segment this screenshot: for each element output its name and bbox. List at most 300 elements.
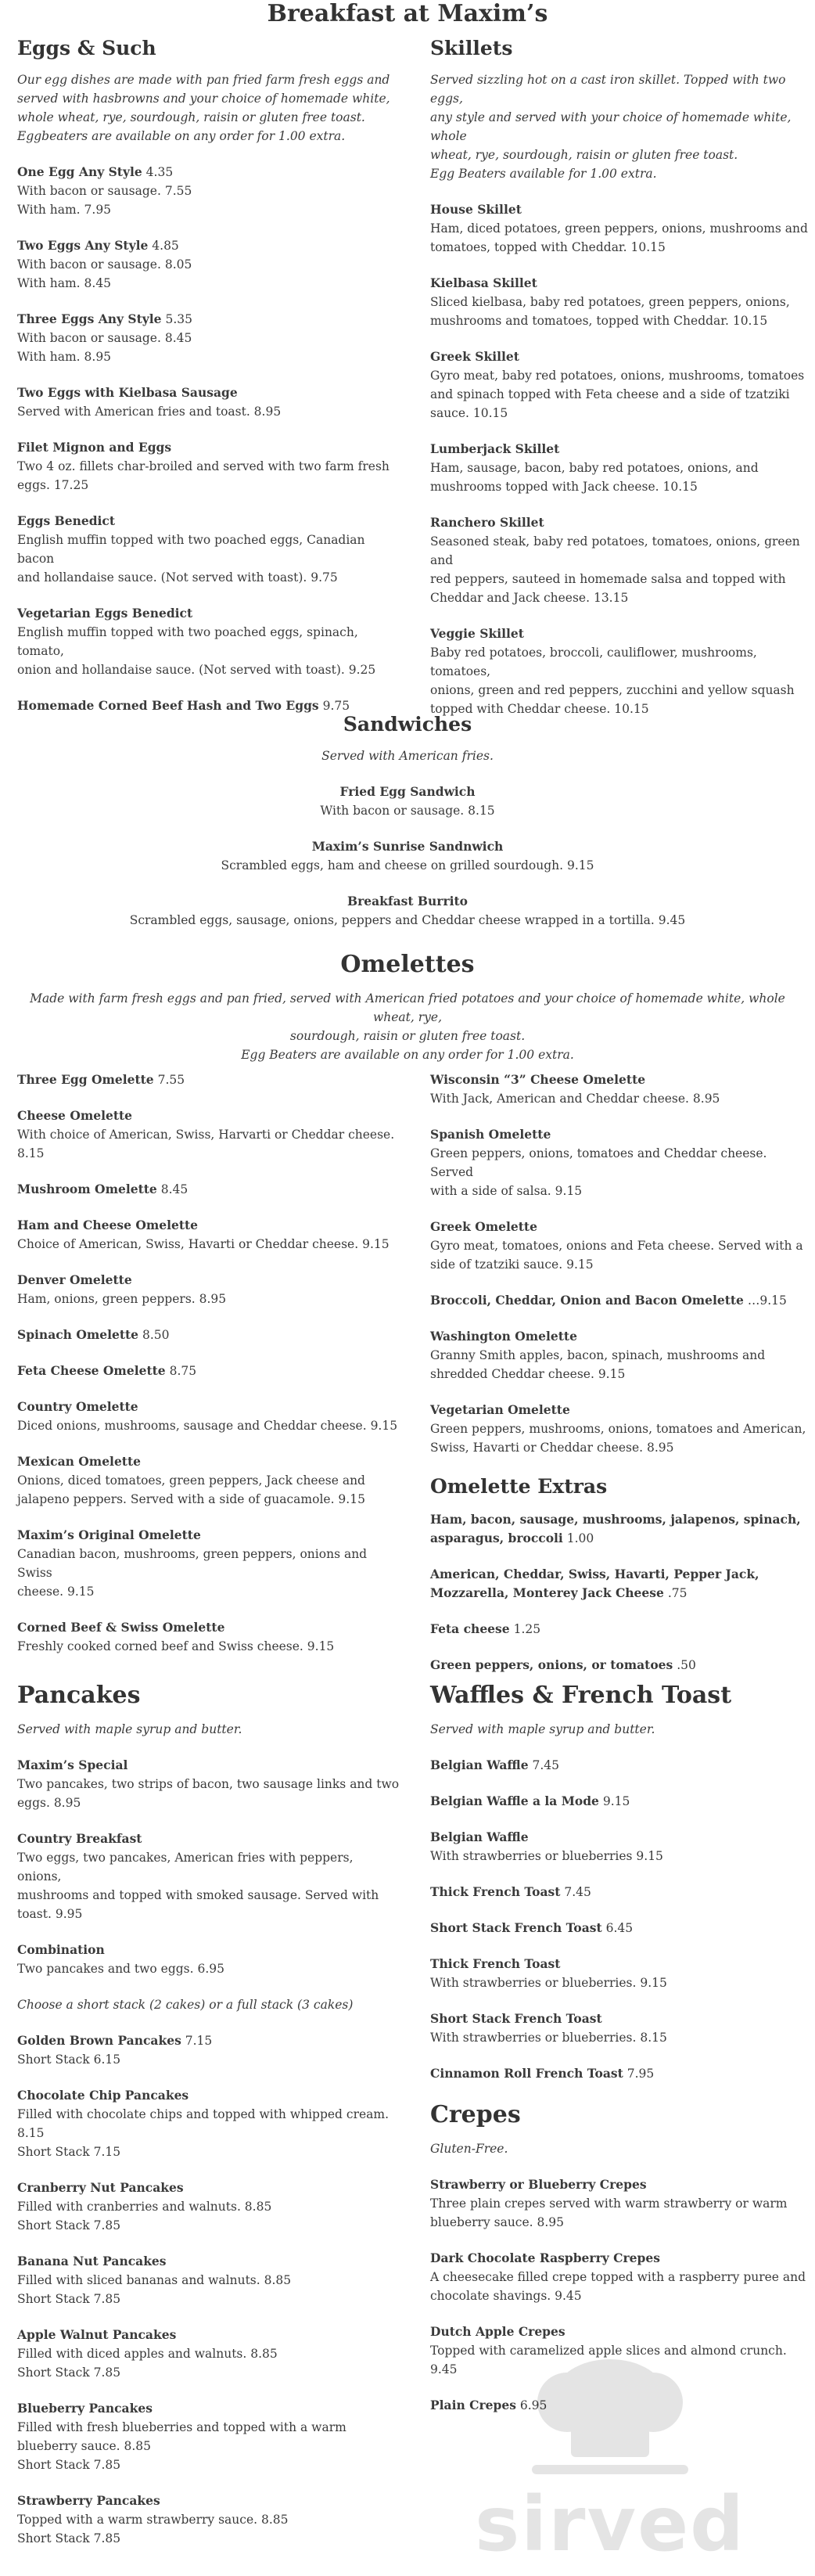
intro-line: wheat, rye, sourdough, raisin or gluten free toast. [430,148,738,162]
menu-item-name: Belgian Waffle [430,1758,529,1772]
menu-item-name: Maxim’s Special [17,1758,128,1772]
menu-item [17,1941,400,1978]
menu-item [17,2399,400,2474]
menu-item-description: side of tzatziki sauce. 9.15 [430,1257,594,1272]
omelette-extras-items [430,1510,813,1675]
menu-item-description: Two pancakes and two eggs. 6.95 [17,1962,224,1976]
waffles-intro: Served with maple syrup and butter. [430,1722,655,1736]
menu-item-name: Dark Chocolate Raspberry Crepes [430,2250,660,2265]
extra-item-price: .75 [667,1586,688,1600]
menu-item [17,438,400,495]
extra-item [430,1565,813,1603]
menu-item-name: Strawberry or Blueberry Crepes [430,2177,647,2192]
menu-item-description: Green peppers, mushrooms, onions, tomatoes and American, [430,1422,806,1436]
extra-item-name: Green peppers, onions, or tomatoes [430,1657,673,1672]
menu-item [430,624,813,718]
menu-item-header [17,1362,400,1380]
menu-item-description: jalapeno peppers. Served with a side of guacamole. 9.15 [17,1492,365,1506]
menu-item-header [17,2326,400,2344]
menu-item-description: With bacon or sausage. 8.05 [17,257,192,272]
menu-item [17,1829,400,1923]
omelette-extras-heading: Omelette Extras [430,1475,608,1498]
menu-item [430,1756,813,1775]
menu-item-description: mushrooms and topped with smoked sausage. Served with [17,1888,379,1902]
menu-item-header [17,1271,400,1290]
menu-item-header [17,1070,400,1089]
omelettes-right-items [430,1070,813,1457]
menu-item [17,1106,400,1163]
menu-item-name: Cinnamon Roll French Toast [430,2066,623,2081]
menu-item-header [430,1756,813,1775]
menu-item-description: chocolate shavings. 9.45 [430,2289,582,2303]
menu-item-description: Ham, onions, green peppers. 8.95 [17,1292,227,1306]
menu-item [17,1326,400,1344]
menu-item-description: 8.15 [17,2126,45,2140]
intro-line: Egg Beaters available for 1.00 extra. [430,167,657,181]
menu-item-header [17,2399,400,2418]
menu-item [430,1218,813,1274]
omelettes-left-items [17,1070,400,1656]
menu-item-name: Spanish Omelette [430,1127,551,1142]
crepes-heading: Crepes [430,2101,521,2128]
omelettes-right [430,1070,813,1692]
pancakes-heading: Pancakes [17,1682,141,1709]
menu-item-name: Greek Skillet [430,349,519,364]
skillets-section [430,36,813,736]
menu-item-name: Broccoli, Cheddar, Onion and Bacon Omelette [430,1293,744,1308]
menu-item-description: Two eggs, two pancakes, American fries with peppers, onions, [17,1851,354,1883]
menu-item-description: With Jack, American and Cheddar cheese. 8.95 [430,1092,720,1106]
menu-item-description: Served with American fries and toast. 8.95 [17,405,282,419]
menu-item-description: Freshly cooked corned beef and Swiss cheese. 9.15 [17,1639,335,1653]
menu-item [17,1362,400,1380]
extra-item [430,1656,813,1675]
menu-item-name: Three Eggs Any Style [17,311,162,326]
menu-item-name: Corned Beef & Swiss Omelette [17,1620,225,1635]
menu-item-name: Plain Crepes [430,2398,516,2412]
menu-item [430,1828,813,1865]
menu-item-header [17,2031,400,2050]
intro-line: Our egg dishes are made with pan fried farm fresh eggs and [17,73,390,87]
menu-item-header [430,200,813,219]
menu-item-description: Scrambled eggs, sausage, onions, peppers and Cheddar cheese wrapped in a tortilla. 9.45 [129,913,686,927]
menu-item-name: Blueberry Pancakes [17,2401,153,2416]
menu-item [17,892,798,930]
menu-item-description: With choice of American, Swiss, Harvarti or Cheddar cheese. [17,1128,395,1142]
eggs-intro [17,70,400,146]
menu-item-header [17,1398,400,1416]
menu-item-description: Diced onions, mushrooms, sausage and Cheddar cheese. 9.15 [17,1419,398,1433]
menu-item-price: 7.55 [157,1073,185,1087]
menu-item-header [430,1327,813,1346]
menu-item-header [430,1792,813,1811]
menu-item-header [430,1070,813,1089]
menu-item [17,1398,400,1435]
menu-item-description: Filled with cranberries and walnuts. 8.85 [17,2200,272,2214]
menu-item-name: Mushroom Omelette [17,1182,157,1196]
menu-item [430,274,813,330]
menu-item-name: Dutch Apple Crepes [430,2324,565,2339]
menu-item-description: shredded Cheddar cheese. 9.15 [430,1367,626,1381]
menu-item-name: Thick French Toast [430,1956,561,1971]
menu-item-description: Canadian bacon, mushrooms, green peppers, onions and Swiss [17,1547,368,1580]
menu-item-description: Topped with caramelized apple slices and almond crunch. 9.45 [430,2344,787,2376]
menu-item-name: Belgian Waffle a la Mode [430,1793,599,1808]
menu-item-name: Mexican Omelette [17,1454,141,1469]
menu-item [17,1526,400,1601]
extra-item-line [430,1584,813,1603]
menu-item-header [17,2086,400,2105]
extra-item-price: .50 [677,1658,696,1672]
menu-item-description: With ham. 8.95 [17,350,112,364]
skillets-items [430,200,813,718]
menu-item-name: Vegetarian Eggs Benedict [17,606,193,621]
menu-item-header [430,2249,813,2268]
extra-item-line [430,1510,813,1529]
menu-item-description: English muffin topped with two poached eggs, spinach, tomato, [17,625,358,658]
menu-item-name: Banana Nut Pancakes [17,2254,167,2268]
watermark-logo [438,2340,782,2568]
waffles-items [430,1756,813,2083]
menu-item-header [430,624,813,643]
menu-item [17,1271,400,1308]
menu-item-description: Topped with a warm strawberry sauce. 8.85 [17,2513,289,2527]
extra-item-name: Mozzarella, Monterey Jack Cheese [430,1585,664,1600]
menu-item-name: Short Stack French Toast [430,2011,602,2026]
menu-item-name: Ranchero Skillet [430,515,544,530]
menu-item [430,1291,813,1310]
menu-item-price: 7.95 [627,2067,655,2081]
menu-item-header [430,440,813,459]
extra-item-name: Feta cheese [430,1621,510,1636]
menu-item-header [17,2252,400,2271]
menu-item-description: Short Stack 7.85 [17,2218,121,2232]
menu-item-description: With bacon or sausage. 7.55 [17,184,192,198]
menu-item-header [17,512,400,531]
menu-item-header [17,1216,400,1235]
sandwiches-section [17,712,798,947]
menu-item [17,2031,400,2069]
menu-item-name: Strawberry Pancakes [17,2493,160,2508]
menu-item-header [430,274,813,293]
menu-item-header [17,604,400,623]
menu-item [17,163,400,219]
menu-item-description: Sliced kielbasa, baby red potatoes, green peppers, onions, [430,295,790,309]
menu-item-description: Short Stack 6.15 [17,2053,121,2067]
extra-item-name: Ham, bacon, sausage, mushrooms, jalapenos, spinach, [430,1512,801,1527]
menu-item-header [430,1828,813,1847]
menu-item-header [17,236,400,255]
menu-item-description: tomatoes, topped with Cheddar. 10.15 [430,240,666,254]
stack-note: Choose a short stack (2 cakes) or a full stack (3 cakes) [17,1998,354,2012]
menu-item-header [430,1218,813,1236]
menu-item-header [17,1326,400,1344]
menu-item [17,1618,400,1656]
menu-item-header [430,2175,813,2194]
menu-item-price: 9.75 [322,699,350,713]
menu-item [430,1125,813,1200]
menu-item-description: Cheddar and Jack cheese. 13.15 [430,591,629,605]
menu-item [430,1401,813,1457]
omelettes-left [17,1070,400,1673]
menu-item-description: Short Stack 7.85 [17,2531,121,2545]
extra-item-line [430,1529,813,1548]
menu-item [17,236,400,293]
menu-item-name: Kielbasa Skillet [430,275,537,290]
menu-item-description: mushrooms topped with Jack cheese. 10.15 [430,480,698,494]
menu-item-description: and hollandaise sauce. (Not served with toast). 9.75 [17,570,338,585]
intro-line: sourdough, raisin or gluten free toast. [289,1029,526,1043]
menu-item-header [430,1955,813,1973]
intro-line: served with hasbrowns and your choice of homemade white, [17,92,390,106]
menu-item-name: Washington Omelette [430,1329,577,1344]
omelettes-intro [17,989,798,1064]
menu-item [17,1180,400,1199]
menu-item-header [430,2322,813,2341]
menu-item-price: 4.85 [152,239,179,253]
menu-item-description: and spinach topped with Feta cheese and a side of tzatziki [430,387,790,401]
menu-item-description: With strawberries or blueberries 9.15 [430,1849,663,1863]
menu-item-header [17,2178,400,2197]
menu-item-description: cheese. 9.15 [17,1585,95,1599]
menu-item [430,200,813,257]
watermark-text: sirved [475,2481,745,2568]
menu-item-description: Scrambled eggs, ham and cheese on grilled sourdough. 9.15 [221,858,594,872]
menu-item-header [17,1756,400,1775]
menu-item-description: Filled with sliced bananas and walnuts. 8.85 [17,2273,292,2287]
menu-item-header [430,1125,813,1144]
menu-item [430,2064,813,2083]
menu-item-name: Breakfast Burrito [347,894,468,908]
page-title: Breakfast at Maxim’s [267,0,548,27]
menu-item-name: Ham and Cheese Omelette [17,1218,199,1232]
menu-item-name: Lumberjack Skillet [430,441,560,456]
menu-item-description: red peppers, sauteed in homemade salsa and topped with [430,572,786,586]
pancakes-section [17,1681,400,2565]
intro-line: whole wheat, rye, sourdough, raisin or gluten free toast. [17,110,365,124]
menu-item-description: Short Stack 7.85 [17,2366,121,2380]
menu-item-description: Swiss, Havarti or Cheddar cheese. 8.95 [430,1441,674,1455]
menu-item-description: Two pancakes, two strips of bacon, two sausage links and two [17,1777,400,1791]
intro-line: Made with farm fresh eggs and pan fried, served with American fried potatoes and your choice of homemade white, whole wheat, rye, [30,991,785,1024]
menu-item [430,347,813,423]
menu-item-name: Spinach Omelette [17,1327,139,1342]
menu-item-description: Ham, sausage, bacon, baby red potatoes, onions, and [430,461,759,475]
menu-item-header [17,1941,400,1959]
menu-item-header [430,2009,813,2028]
menu-item-name: One Egg Any Style [17,164,142,179]
menu-item-description: English muffin topped with two poached eggs, Canadian bacon [17,533,365,566]
extra-item-line [430,1656,813,1675]
menu-item-price: 7.15 [185,2034,213,2048]
menu-item-description: Gyro meat, baby red potatoes, onions, mushrooms, tomatoes [430,369,805,383]
menu-item-price: 6.45 [605,1921,634,1935]
menu-item-description: Gyro meat, tomatoes, onions and Feta cheese. Served with a [430,1239,803,1253]
omelettes-header [17,950,798,1081]
menu-item-name: Golden Brown Pancakes [17,2033,181,2048]
menu-item-description: eggs. 8.95 [17,1796,81,1810]
intro-line: Egg Beaters are available on any order for 1.00 extra. [241,1048,574,1062]
menu-item-header [17,1618,400,1637]
menu-item-description: Choice of American, Swiss, Havarti or Cheddar cheese. 9.15 [17,1237,390,1251]
menu-item [17,837,798,875]
menu-item-description: With bacon or sausage. 8.45 [17,331,192,345]
menu-item-description: Short Stack 7.85 [17,2292,121,2306]
omelettes-heading: Omelettes [340,951,475,978]
menu-item [17,1756,400,1812]
menu-item-name: Thick French Toast [430,1884,561,1899]
menu-item-name: Maxim’s Sunrise Sandnwich [311,839,504,854]
menu-item-name: Combination [17,1942,105,1957]
eggs-section [17,36,400,732]
menu-item-header [430,1291,813,1310]
menu-item-description: With ham. 8.45 [17,276,112,290]
menu-item-description: With ham. 7.95 [17,203,112,217]
menu-item-name: Vegetarian Omelette [430,1402,570,1417]
menu-item [430,513,813,607]
menu-item-header [17,1180,400,1199]
menu-item [17,1070,400,1089]
menu-item [430,440,813,496]
menu-item [430,2249,813,2305]
menu-item-description: Onions, diced tomatoes, green peppers, Jack cheese and [17,1473,365,1488]
menu-item-description: blueberry sauce. 8.85 [17,2439,152,2453]
menu-item-name: Homemade Corned Beef Hash and Two Eggs [17,698,319,713]
menu-item-price: 7.45 [564,1885,591,1899]
menu-item-price: 4.35 [145,165,174,179]
menu-item [430,2175,813,2232]
pancakes-intro: Served with maple syrup and butter. [17,1722,242,1736]
intro-line: Served sizzling hot on a cast iron skillet. Topped with two eggs, [430,73,786,106]
menu-item-price: 9.15 [602,1794,630,1808]
menu-item [17,512,400,587]
menu-item-header [17,1526,400,1545]
menu-item-name: Country Breakfast [17,1831,142,1846]
menu-item-name: Cranberry Nut Pancakes [17,2180,184,2195]
menu-item-name: Three Egg Omelette [17,1072,154,1087]
extra-item-price: 1.25 [513,1622,541,1636]
menu-item-description: Three plain crepes served with warm strawberry or warm [430,2196,788,2211]
menu-item-header [430,513,813,532]
menu-item-description: Short Stack 7.15 [17,2145,121,2159]
crepes-intro: Gluten-Free. [430,2142,508,2156]
menu-item [17,1216,400,1254]
menu-item-header [430,2064,813,2083]
menu-item [430,1955,813,1992]
menu-item [430,1792,813,1811]
menu-item-header [430,347,813,366]
menu-item-name: House Skillet [430,202,522,217]
menu-item-name: Maxim’s Original Omelette [17,1527,201,1542]
menu-item-header [17,2491,400,2510]
menu-item-description: Seasoned steak, baby red potatoes, tomatoes, onions, green and [430,534,800,567]
menu-item-description: Green peppers, onions, tomatoes and Cheddar cheese. Served [430,1146,767,1179]
menu-item-header [17,383,400,402]
menu-item-description: Ham, diced potatoes, green peppers, onions, mushrooms and [430,221,808,236]
menu-item [17,1452,400,1509]
menu-item-name: Cheese Omelette [17,1108,133,1123]
menu-item-price: 8.45 [160,1182,188,1196]
menu-item-description: Granny Smith apples, bacon, spinach, mushrooms and [430,1348,766,1362]
intro-line: Eggbeaters are available on any order for 1.00 extra. [17,129,346,143]
menu-item-header [17,1106,400,1125]
menu-item-header [430,1919,813,1937]
menu-item-description: A cheesecake filled crepe topped with a raspberry puree and [430,2270,806,2284]
menu-item-price: 7.45 [532,1758,560,1772]
menu-item [17,2178,400,2235]
menu-item-description: sauce. 10.15 [430,406,508,420]
menu-item-name: Feta Cheese Omelette [17,1363,166,1378]
extra-item [430,1510,813,1548]
sandwiches-heading: Sandwiches [343,713,472,736]
eggs-heading: Eggs & Such [17,37,156,59]
chef-hat-icon [438,2340,782,2496]
extra-item-name: asparagus, broccoli [430,1531,563,1545]
menu-item [17,310,400,366]
menu-item [430,1883,813,1901]
menu-item-description: mushrooms and tomatoes, topped with Cheddar. 10.15 [430,314,768,328]
extra-item [430,1620,813,1639]
menu-item-description: onion and hollandaise sauce. (Not served with toast). 9.25 [17,663,376,677]
menu-item-description: Filled with fresh blueberries and topped with a warm [17,2420,346,2434]
menu-item-name: Eggs Benedict [17,513,116,528]
skillets-heading: Skillets [430,37,513,59]
menu-item-header [17,1829,400,1848]
intro-line: any style and served with your choice of homemade white, whole [430,110,792,143]
menu-item-description: With bacon or sausage. 8.15 [320,804,495,818]
eggs-items [17,163,400,715]
extra-item-line [430,1620,813,1639]
menu-item [17,2326,400,2382]
menu-item-description: Two 4 oz. fillets char-broiled and served with two farm fresh [17,459,390,473]
sandwiches-items [17,783,798,930]
menu-item-description: Baby red potatoes, broccoli, cauliflower, mushrooms, tomatoes, [430,646,757,678]
menu-item-header [17,310,400,329]
menu-item-description: eggs. 17.25 [17,478,89,492]
menu-item [17,2491,400,2548]
menu-item-description: topped with Cheddar cheese. 10.15 [430,702,649,716]
menu-item-name: Chocolate Chip Pancakes [17,2088,189,2103]
menu-item-description: 8.15 [17,1146,45,1160]
menu-item-description: onions, green and red peppers, zucchini and yellow squash [430,683,795,697]
extra-item-line [430,1565,813,1584]
menu-item-name: Country Omelette [17,1399,138,1414]
menu-item-name: Belgian Waffle [430,1829,529,1844]
menu-item-name: Greek Omelette [430,1219,537,1234]
menu-item-description: toast. 9.95 [17,1907,83,1921]
menu-item-name: Two Eggs Any Style [17,238,149,253]
skillets-intro [430,70,813,183]
waffles-heading: Waffles & French Toast [430,1682,732,1709]
menu-item-name: Two Eggs with Kielbasa Sausage [17,385,238,400]
menu-item-name: Fried Egg Sandwich [339,784,476,799]
menu-item-description: Short Stack 7.85 [17,2458,121,2472]
menu-item-description: With strawberries or blueberries. 9.15 [430,1976,667,1990]
menu-item-header [17,163,400,182]
menu-item-name: Apple Walnut Pancakes [17,2327,177,2342]
menu-item-header [17,438,400,457]
menu-item [17,383,400,421]
menu-item-name: Short Stack French Toast [430,1920,602,1935]
menu-item-description: Filled with chocolate chips and topped with whipped cream. [17,2107,390,2121]
menu-item-price: 6.95 [519,2398,548,2412]
extra-item-price: 1.00 [566,1531,594,1545]
menu-item-name: Veggie Skillet [430,626,524,641]
menu-item-name: Filet Mignon and Eggs [17,440,172,455]
sandwiches-intro: Served with American fries. [321,749,494,763]
menu-item-description: blueberry sauce. 8.95 [430,2215,565,2229]
menu-item-header [430,1401,813,1419]
